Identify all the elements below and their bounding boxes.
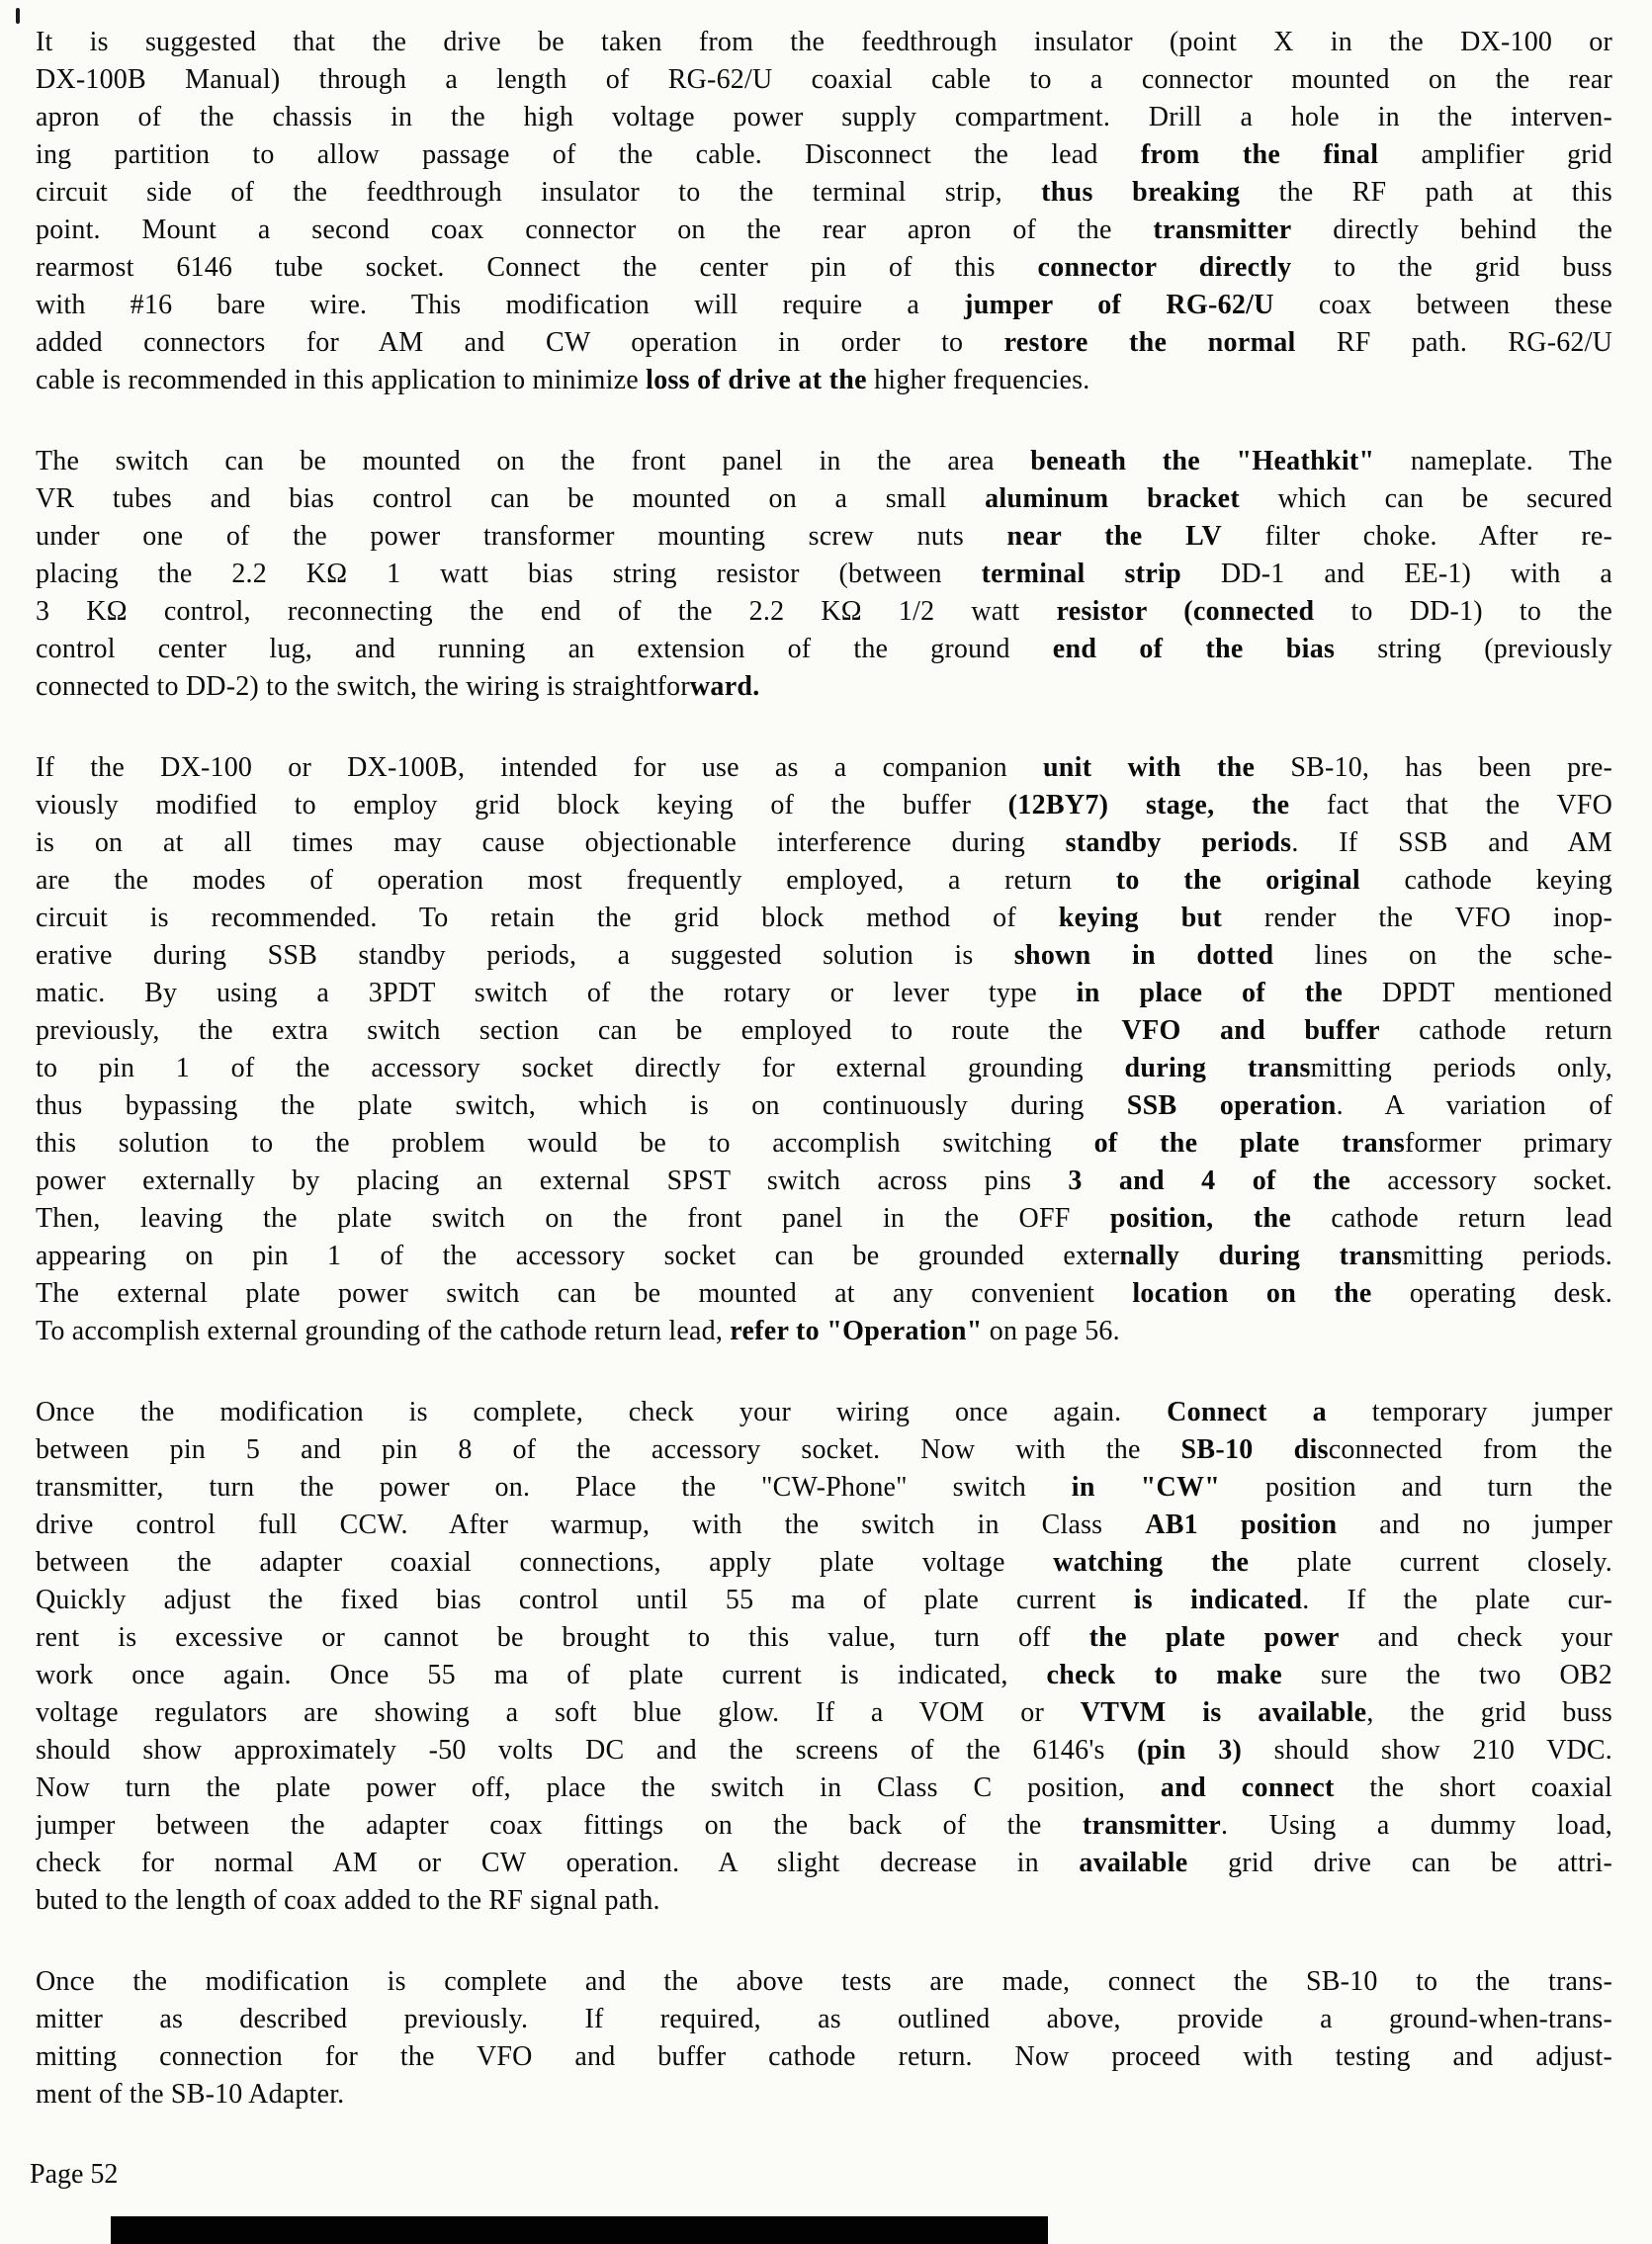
text-line: Once the modification is complete and the above tests are made, connect the SB-10 to the trans- xyxy=(36,1966,1612,1997)
text-line: rearmost 6146 tube socket. Connect the center pin of this connector directly to the grid buss xyxy=(36,252,1612,283)
scan-edge-artifact xyxy=(111,2216,1048,2244)
text-line: circuit is recommended. To retain the grid block method of keying but render the VFO inop- xyxy=(36,903,1612,933)
text-line: placing the 2.2 KΩ 1 watt bias string resistor (between terminal strip DD-1 and EE-1) with a xyxy=(36,559,1612,589)
text-line: Quickly adjust the fixed bias control until 55 ma of plate current is indicated. If the plate cur- xyxy=(36,1585,1612,1615)
text-line: matic. By using a 3PDT switch of the rotary or lever type in place of the DPDT mentioned xyxy=(36,978,1612,1008)
text-line: buted to the length of coax added to the RF signal path. xyxy=(36,1885,660,1916)
text-line: viously modified to employ grid block keying of the buffer (12BY7) stage, the fact that the VFO xyxy=(36,790,1612,820)
text-line: circuit side of the feedthrough insulator to the terminal strip, thus breaking the RF path at this xyxy=(36,177,1612,208)
text-line: control center lug, and running an extension of the ground end of the bias string (previously xyxy=(36,634,1612,664)
scan-speck-artifact xyxy=(16,8,20,24)
paragraph xyxy=(36,443,1612,706)
text-line: between the adapter coaxial connections, apply plate voltage watching the plate current closely. xyxy=(36,1547,1612,1578)
text-line: Now turn the plate power off, place the switch in Class C position, and connect the short coaxial xyxy=(36,1772,1612,1803)
text-line: is on at all times may cause objectionable interference during standby periods. If SSB and AM xyxy=(36,827,1612,858)
text-line: 3 KΩ control, reconnecting the end of the 2.2 KΩ 1/2 watt resistor (connected to DD-1) to the xyxy=(36,596,1612,627)
text-line: It is suggested that the drive be taken from the feedthrough insulator (point X in the DX-100 or xyxy=(36,27,1612,57)
page-text-body xyxy=(36,24,1612,2114)
text-line: are the modes of operation most frequently employed, a return to the original cathode keying xyxy=(36,865,1612,896)
text-line: cable is recommended in this application to minimize loss of drive at the higher frequencies. xyxy=(36,365,1090,395)
text-line: appearing on pin 1 of the accessory socket can be grounded externally during transmitting periods. xyxy=(36,1241,1612,1271)
paragraph xyxy=(36,1394,1612,1920)
text-line: voltage regulators are showing a soft blue glow. If a VOM or VTVM is available, the grid buss xyxy=(36,1697,1612,1728)
paragraph xyxy=(36,749,1612,1350)
text-line: this solution to the problem would be to accomplish switching of the plate transformer primary xyxy=(36,1128,1612,1159)
text-line: The external plate power switch can be mounted at any convenient location on the operating desk. xyxy=(36,1278,1612,1309)
paragraph xyxy=(36,1963,1612,2114)
text-line: The switch can be mounted on the front panel in the area beneath the "Heathkit" nameplate. The xyxy=(36,446,1612,476)
text-line: rent is excessive or cannot be brought to this value, turn off the plate power and check your xyxy=(36,1622,1612,1653)
text-line: with #16 bare wire. This modification will require a jumper of RG-62/U coax between these xyxy=(36,290,1612,320)
paragraph xyxy=(36,24,1612,399)
text-line: ing partition to allow passage of the cable. Disconnect the lead from the final amplifier grid xyxy=(36,139,1612,170)
text-line: check for normal AM or CW operation. A slight decrease in available grid drive can be attri- xyxy=(36,1848,1612,1878)
text-line: transmitter, turn the power on. Place the "CW-Phone" switch in "CW" position and turn the xyxy=(36,1472,1612,1503)
text-line: thus bypassing the plate switch, which is on continuously during SSB operation. A variation of xyxy=(36,1090,1612,1121)
text-line: Once the modification is complete, check your wiring once again. Connect a temporary jumper xyxy=(36,1397,1612,1427)
text-line: power externally by placing an external SPST switch across pins 3 and 4 of the accessory socket. xyxy=(36,1165,1612,1196)
text-line: between pin 5 and pin 8 of the accessory socket. Now with the SB-10 disconnected from the xyxy=(36,1434,1612,1465)
text-line: mitter as described previously. If required, as outlined above, provide a ground-when-trans- xyxy=(36,2004,1612,2034)
text-line: connected to DD-2) to the switch, the wiring is straightforward. xyxy=(36,671,760,702)
text-line: under one of the power transformer mounting screw nuts near the LV filter choke. After re- xyxy=(36,521,1612,552)
text-line: drive control full CCW. After warmup, with the switch in Class AB1 position and no jumper xyxy=(36,1510,1612,1540)
text-line: jumper between the adapter coax fittings on the back of the transmitter. Using a dummy load, xyxy=(36,1810,1612,1841)
text-line: previously, the extra switch section can be employed to route the VFO and buffer cathode return xyxy=(36,1015,1612,1046)
text-line: should show approximately -50 volts DC and the screens of the 6146's (pin 3) should show 210 VDC. xyxy=(36,1735,1612,1766)
text-line: To accomplish external grounding of the cathode return lead, refer to "Operation" on page 56. xyxy=(36,1316,1120,1346)
text-line: mitting connection for the VFO and buffer cathode return. Now proceed with testing and adjust- xyxy=(36,2041,1612,2072)
text-line: If the DX-100 or DX-100B, intended for use as a companion unit with the SB-10, has been pre- xyxy=(36,752,1612,783)
text-line: DX-100B Manual) through a length of RG-62/U coaxial cable to a connector mounted on the rear xyxy=(36,64,1612,95)
page-number: Page 52 xyxy=(30,2159,119,2190)
text-line: work once again. Once 55 ma of plate current is indicated, check to make sure the two OB2 xyxy=(36,1660,1612,1690)
text-line: erative during SSB standby periods, a suggested solution is shown in dotted lines on the sche- xyxy=(36,940,1612,971)
text-line: apron of the chassis in the high voltage power supply compartment. Drill a hole in the interven- xyxy=(36,102,1612,132)
text-line: Then, leaving the plate switch on the front panel in the OFF position, the cathode return lead xyxy=(36,1203,1612,1234)
text-line: to pin 1 of the accessory socket directly for external grounding during transmitting periods only, xyxy=(36,1053,1612,1083)
text-line: added connectors for AM and CW operation in order to restore the normal RF path. RG-62/U xyxy=(36,327,1612,358)
text-line: VR tubes and bias control can be mounted on a small aluminum bracket which can be secured xyxy=(36,483,1612,514)
text-line: ment of the SB-10 Adapter. xyxy=(36,2079,345,2110)
text-line: point. Mount a second coax connector on the rear apron of the transmitter directly behind the xyxy=(36,215,1612,245)
